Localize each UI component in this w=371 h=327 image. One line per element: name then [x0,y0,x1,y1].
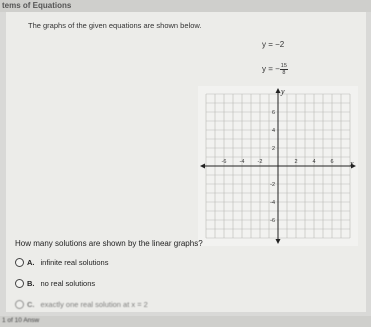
x-tick-label: 6 [330,159,334,165]
x-axis-label: x [350,159,354,168]
choice-a-letter: A. [27,258,35,267]
equation-2 [262,63,288,76]
y-tick-label: 4 [271,128,275,134]
y-axis-label: y [281,87,285,96]
choice-c-letter: C. [27,300,35,309]
y-tick-label: 2 [271,146,275,152]
equation-2-fraction [280,63,288,76]
x-tick-label: 2 [294,159,298,165]
x-tick-label: -6 [221,159,227,165]
equation-2-numerator: 15 [280,63,287,69]
page-title: tems of Equations [2,1,72,10]
question-prompt: The graphs of the given equations are shown below. [28,21,202,30]
x-tick-label: -2 [257,159,263,165]
radio-button-b[interactable] [15,279,24,288]
choice-b[interactable] [15,279,95,288]
coordinate-graph [198,86,358,246]
choice-c-text: exactly one real solution at x = 2 [40,300,148,309]
x-tick-label: -4 [239,159,245,165]
y-tick-label: 6 [271,110,275,116]
y-tick-label: -2 [270,182,275,188]
x-tick-label: 4 [312,159,316,165]
equation-2-lhs: y = − [262,64,280,74]
bottom-bar [0,316,371,327]
y-tick-label: -4 [270,200,275,206]
equation-1: y = −2 [262,40,285,49]
choice-a-text: infinite real solutions [40,258,109,267]
choice-b-text: no real solutions [40,279,96,288]
radio-button-c[interactable] [15,300,24,309]
choice-b-letter: B. [27,279,35,288]
choice-a[interactable] [15,258,108,267]
question-text: How many solutions are shown by the linear graphs? [15,239,203,248]
choice-c[interactable] [15,300,148,309]
equation-2-denominator: 8 [282,70,286,76]
page-count: 1 of 10 Answ [2,317,40,324]
y-tick-label: -6 [270,218,275,224]
radio-button-a[interactable] [15,258,24,267]
